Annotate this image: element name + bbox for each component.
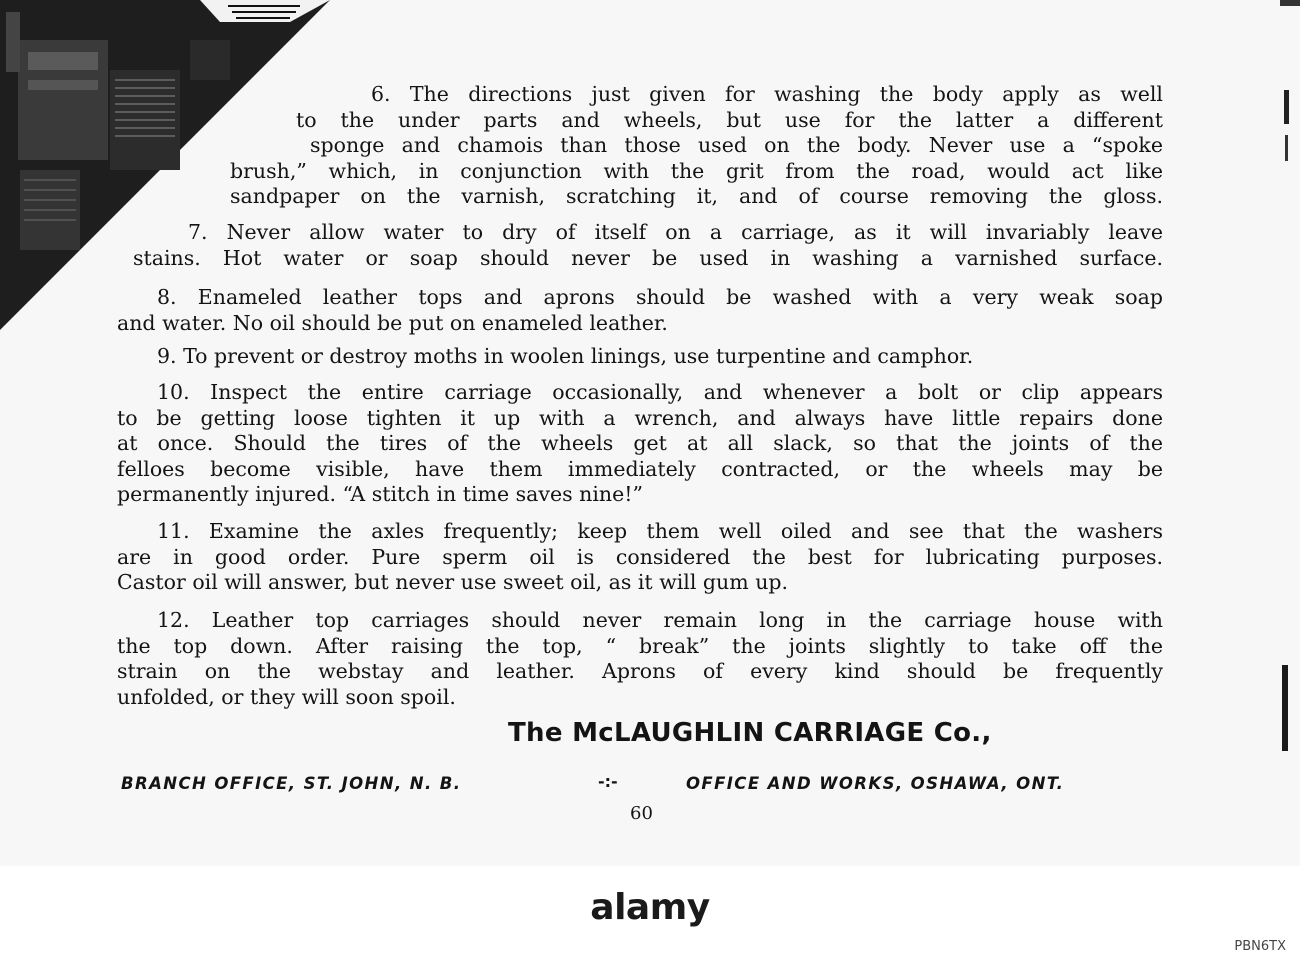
paragraph-line: the top down. After raising the top, “ break” the joints slightly to take off the — [117, 633, 1163, 658]
footer-brand-logo: alamy — [590, 887, 710, 928]
paragraph-line: unfolded, or they will soon spoil. — [117, 684, 456, 709]
paragraph-line: 6. The directions just given for washing the body apply as well — [371, 82, 1163, 106]
edge-scan-marks — [1270, 0, 1300, 866]
paragraph-line: stains. Hot water or soap should never be used in washing a varnished surface. — [133, 245, 1163, 270]
branch-office-line: BRANCH OFFICE, ST. JOHN, N. B. — [121, 774, 462, 793]
paragraph-line: 11. Examine the axles frequently; keep them well oiled and see that the washers — [157, 519, 1163, 543]
paragraph-line: permanently injured. “A stitch in time saves nine!” — [117, 482, 643, 506]
paragraph-line: strain on the webstay and leather. Aprons of every kind should be frequently — [117, 659, 1163, 683]
company-signature: The McLAUGHLIN CARRIAGE Co., — [508, 718, 992, 748]
paragraph-line: 12. Leather top carriages should never remain long in the carriage house with — [157, 608, 1163, 632]
footer-image-id: PBN6TX — [1234, 939, 1286, 954]
paragraph-10 — [117, 380, 1163, 508]
paragraph-11 — [117, 519, 1163, 596]
paragraph-line: felloes become visible, have them immediately contracted, or the wheels may be — [117, 456, 1163, 481]
paragraph-12 — [117, 608, 1163, 710]
page-number: 60 — [630, 803, 653, 824]
paragraph-6 — [230, 82, 1163, 210]
paragraph-line: 7. Never allow water to dry of itself on a carriage, as it will invariably leave — [188, 220, 1163, 244]
paragraph-line: sandpaper on the varnish, scratching it, and of course removing the gloss. — [230, 184, 1163, 208]
paragraph-9 — [117, 344, 1163, 370]
office-separator: -:- — [598, 772, 618, 791]
paragraph-line: 9. To prevent or destroy moths in woolen linings, use turpentine and camphor. — [157, 344, 974, 368]
main-office-line: OFFICE AND WORKS, OSHAWA, ONT. — [686, 774, 1065, 793]
paragraph-line: sponge and chamois than those used on the body. Never use a “spoke — [310, 133, 1163, 157]
paragraph-line: Castor oil will answer, but never use sweet oil, as it will gum up. — [117, 570, 789, 594]
paragraph-line: brush,” which, in conjunction with the grit from the road, would act like — [230, 158, 1163, 183]
paragraph-7 — [133, 220, 1163, 271]
paragraph-line: are in good order. Pure sperm oil is considered the best for lubricating purposes. — [117, 544, 1163, 569]
paragraph-line: at once. Should the tires of the wheels get at all slack, so that the joints of the — [117, 431, 1163, 455]
paragraph-line: 10. Inspect the entire carriage occasionally, and whenever a bolt or clip appears — [157, 380, 1163, 404]
paragraph-8 — [117, 285, 1163, 336]
paragraph-line: 8. Enameled leather tops and aprons should be washed with a very weak soap — [157, 285, 1163, 309]
paragraph-line: to the under parts and wheels, but use for the latter a different — [296, 107, 1163, 132]
paragraph-line: and water. No oil should be put on enameled leather. — [117, 310, 668, 335]
paragraph-line: to be getting loose tighten it up with a wrench, and always have little repairs done — [117, 405, 1163, 430]
